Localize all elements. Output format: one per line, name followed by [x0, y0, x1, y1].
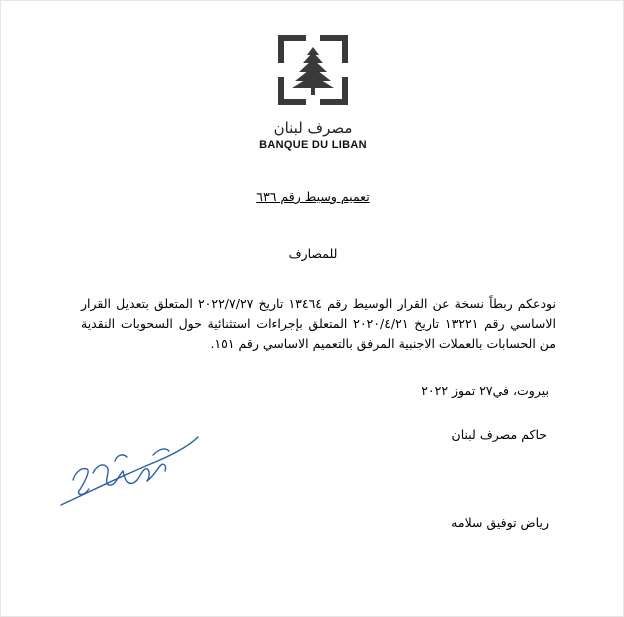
logo-english-text: BANQUE DU LIBAN: [259, 139, 367, 151]
signer-title: حاكم مصرف لبنان: [451, 427, 547, 442]
place-date: بيروت، في٢٧ تموز ٢٠٢٢: [421, 383, 549, 398]
circular-title: [1, 189, 624, 204]
addressee: للمصارف: [288, 246, 338, 261]
bank-logo: [1, 35, 624, 109]
logo-arabic-text: مصرف لبنان: [273, 119, 353, 137]
circular-title-text: تعميم وسيط رقم ٦٣٦: [256, 189, 370, 204]
handwritten-signature: [53, 425, 203, 515]
cedar-tree-icon: [278, 35, 348, 105]
signer-name: رياض توفيق سلامه: [451, 515, 549, 530]
body-paragraph: نودعكم ربطاً نسخة عن القرار الوسيط رقم ١٣٤٦٤ تاريخ ٢٠٢٢/٧/٢٧ المتعلق بتعديل القرار الاساسي رقم ١٣٢٢١ تاريخ ٢٠٢٠/٤/٢١ المتعلق بإجراءات استثنائية حول السحوبات النقدية من الحسابات بالعملات الاجنبية المرفق بالتعميم الاساسي رقم ١٥١.: [81, 296, 556, 351]
